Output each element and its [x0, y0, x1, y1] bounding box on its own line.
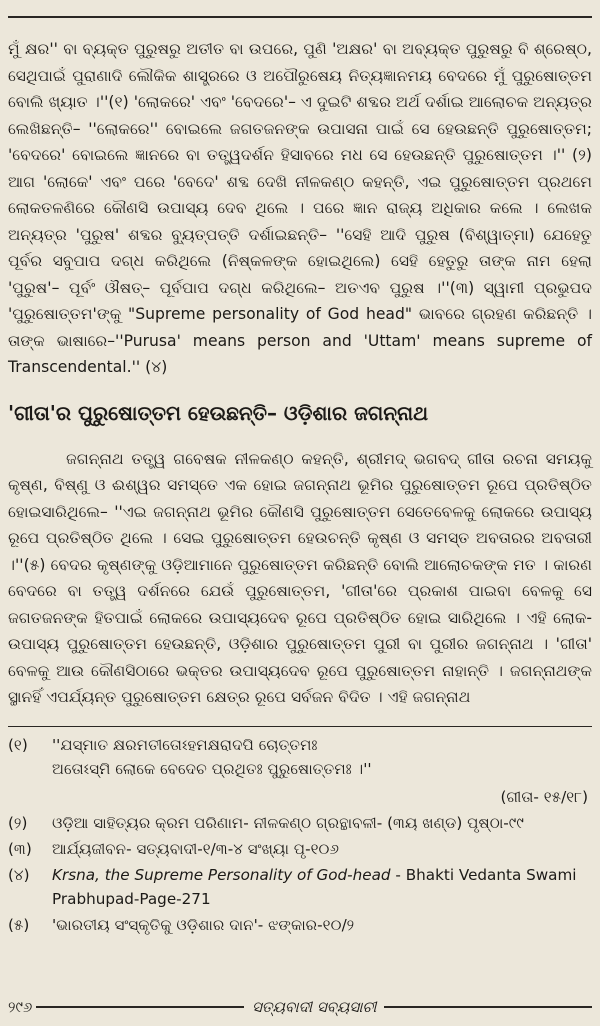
- footnote-number: (୫): [8, 916, 30, 935]
- page-number: ୨୯୬: [8, 998, 33, 1016]
- footer-rule-right: [384, 1006, 592, 1008]
- footnote-text: ଆର୍ଯ୍ୟଜୀବନ- ସତ୍ୟବାଦୀ-୧/୩-୪ ସଂଖ୍ୟା ପୃ-୧୦୬: [52, 840, 340, 859]
- top-rule: [8, 16, 592, 18]
- verse-line-1: ''ଯସ୍ମାତ କ୍ଷରମତୀତୋଽହମକ୍ଷରାଦପି ଚୋତ୍ତମଃ: [52, 736, 318, 755]
- footnote-number: (୩): [8, 840, 32, 859]
- footnote-2: [8, 811, 592, 835]
- footer-rule-left: [36, 1006, 244, 1008]
- footnote-number: (୨): [8, 814, 28, 833]
- page-footer: [8, 998, 592, 1016]
- body-paragraph: ମୁଁ କ୍ଷର'' ବା ବ୍ୟକ୍ତ ପୁରୁଷରୁ ଅତୀତ ବା ଉପରେ, ପୁଣି 'ଅକ୍ଷର' ବା ଅବ୍ୟକ୍ତ ପୁରୁଷରୁ ବି ଶ୍ରେଷ୍ଠ, ସେଥିପାଇଁ ପୁରାଣାଦି ଲୌକିକ ଶାସ୍ତ୍ରରେ ଓ ଅପୌରୁଷେୟ ନିତ୍ୟଜ୍ଞାନମୟ ବେଦରେ ମୁଁ ପୁରୁଷୋତ୍ତମ ବୋଲି ଖ୍ୟାତ ।''(୧) 'ଲୋକରେ' ଏବଂ 'ବେଦରେ'– ଏ ଦୁଇଟି ଶବ୍ଦର ଅର୍ଥ ଦର୍ଶାଇ ଆଲୋଚକ ଅନ୍ୟତ୍ର ଲେଖିଛନ୍ତି– ''ଲୋକରେ'' ବୋଇଲେ ଜଗତଜନଙ୍କ ଉପାସନା ପାଇଁ ସେ ହେଉଛନ୍ତି ପୁରୁଷୋତ୍ତମ; 'ବେଦରେ' ବୋଇଲେ ଜ୍ଞାନରେ ବା ତତ୍ତ୍ୱଦର୍ଶନ ହିସାବରେ ମଧ ସେ ହେଉଛନ୍ତି ପୁରୁଷୋତ୍ତମ ।'' (୨) ଆଗ 'ଲୋକେ' ଏବଂ ପରେ 'ବେଦେ' ଶବ୍ଦ ଦେଖି ନୀଳକଣ୍ଠ କହନ୍ତି, ଏଇ ପୁରୁଷୋତ୍ତମ ପ୍ରଥମେ ଲୋକତଳଣିରେ କୌଣସି ଉପାସ୍ୟ ଦେବ ଥିଲେ । ପରେ ଜ୍ଞାନ ରାଜ୍ୟ ଅଧିକାର କଲେ । ଲେଖକ ଅନ୍ୟତ୍ର 'ପୁରୁଷ' ଶବ୍ଦର ବ୍ୟୁତ୍ପତ୍ତି ଦର୍ଶାଇଛନ୍ତି– ''ସେହି ଆଦି ପୁରୁଷ (ବିଶ୍ୱାତ୍ମା) ଯେହେତୁ ପୂର୍ବର ସବୁପାପ ଦଗ୍ଧ କରିଥିଲେ (ନିଷ୍କଳଙ୍କ ହୋଇଥିଲେ) ସେହି ହେତୁରୁ ତାଙ୍କ ନାମ ହେଲା 'ପୁରୁଷ'– ପୂର୍ବଂ ଔଷତ୍– ପୂର୍ବପାପ ଦଗ୍ଧ କରିଥିଲେ– ଅତଏବ ପୁରୁଷ ।''(୩) ସ୍ୱାମୀ ପ୍ରଭୁପଦ 'ପୁରୁଷୋତ୍ତମ'ଙ୍କୁ "Supreme personality of God head" ଭାବରେ ଗ୍ରହଣ କରିଛନ୍ତି । ତାଙ୍କ ଭାଷାରେ–''Purusa' means person and 'Uttam' means supreme of Transcendental.'' (୪): [8, 40, 592, 376]
- footnote-5: [8, 913, 592, 937]
- footnote-text: 'ଭାରତୀୟ ସଂସ୍କୃତିକୁ ଓଡ଼ିଶାର ଦାନ'- ଝଙ୍କାର-୧୦/୨: [52, 916, 355, 935]
- verse-line-2: ଅତୋଽସ୍ମି ଲୋକେ ବେଦେଚ ପ୍ରଥିତଃ ପୁରୁଷୋତ୍ତମଃ ।'': [52, 760, 372, 779]
- footnote-3: [8, 837, 592, 861]
- footnote-number: (୪): [8, 866, 30, 885]
- footnote-text: ଓଡ଼ିଆ ସାହିତ୍ୟର କ୍ରମ ପରିଣାମ- ନୀଳକଣ୍ଠ ଗ୍ରନ୍ଥାବଳୀ- (୩ୟ ଖଣ୍ଡ) ପୃଷ୍ଠା-୯୯: [52, 814, 524, 833]
- verse-reference: (ଗୀତା- ୧୫/୧୮): [500, 788, 588, 807]
- footnote-1: [8, 733, 592, 809]
- footnotes: [8, 733, 592, 937]
- footnote-divider: [8, 726, 592, 727]
- section-paragraph: ଜଗନ୍ନାଥ ତତ୍ତ୍ୱ ଗବେଷକ ନୀଳକଣ୍ଠ କହନ୍ତି, ଶ୍ରୀମଦ୍ ଭଗବଦ୍ ଗୀତା ରଚନା ସମୟକୁ କୃଷ୍ଣ, ବିଷ୍ଣୁ ଓ ଈଶ୍ୱର ସମସ୍ତେ ଏକ ହୋଇ ଜଗନ୍ନାଥ ଭୂମିର ପୁରୁଷୋତ୍ତମ ରୂପେ ପ୍ରତିଷ୍ଠିତ ହୋଇସାରିଥିଲେ– ''ଏଇ ଜଗନ୍ନାଥ ଭୂମିର କୌଣସି ପୁରୁଷୋତ୍ତମ ସେତେବେଳକୁ ଲୋକରେ ଉପାସ୍ୟ ରୂପେ ପ୍ରତିଷ୍ଠିତ ଥିଲେ । ସେଇ ପୁରୁଷୋତ୍ତମ ହେଉଚନ୍ତି କୃଷ୍ଣ ଓ ସମସ୍ତ ଅବତାରର ଅବତାରୀ ।''(୫) ବେଦର କୃଷ୍ଣଙ୍କୁ ଓଡ଼ିଆମାନେ ପୁରୁଷୋତ୍ତମ କରିଛନ୍ତି ବୋଲି ଆଲୋଚକଙ୍କ ମତ । କାରଣ ବେଦରେ ବା ତତ୍ତ୍ୱ ଦର୍ଶନରେ ଯେଉଁ ପୁରୁଷୋତ୍ତମ, 'ଗୀତା'ରେ ପ୍ରକାଶ ପାଇବା ବେଳକୁ ସେ ଜଗତଜନଙ୍କ ହିତପାଇଁ ଲୋକରେ ଉପାସ୍ୟଦେବ ରୂପେ ପ୍ରତିଷ୍ଠିତ ହୋଇ ସାରିଥିଲେ । ଏହି ଲୋକ-ଉପାସ୍ୟ ପୁରୁଷୋତ୍ତମ ହେଉଛନ୍ତି, ଓଡ଼ିଶାର ପୁରୁଷୋତ୍ତମ ପୁରୀ ବା ପୁରୀର ଜଗନ୍ନାଥ । 'ଗୀତା' ବେଳକୁ ଆଉ କୌଣସିଠାରେ ଭକ୍ତର ଉପାସ୍ୟଦେବ ରୂପେ ପୁରୁଷୋତ୍ତମ ନାହାନ୍ତି । ଜଗନ୍ନାଥଙ୍କ ସ୍ଥାନହିଁ ଏପର୍ଯ୍ୟନ୍ତ ପୁରୁଷୋତ୍ତମ କ୍ଷେତ୍ର ରୂପେ ସର୍ବଜନ ବିଦିତ । ଏହି ଜଗନ୍ନାଥ: [8, 449, 592, 707]
- footnote-4: [8, 863, 592, 911]
- section-heading: 'ଗୀତା'ର ପୁରୁଷୋତ୍ତମ ହେଉଛନ୍ତି– ଓଡ଼ିଶାର ଜଗନ୍ନାଥ: [8, 401, 429, 426]
- footnote-number: (୧): [8, 736, 28, 755]
- book-title-footer: ସତ୍ୟବାଦୀ ସବ୍ୟସାଚୀ: [251, 998, 377, 1016]
- book-title: Krsna, the Supreme Personality of God-head: [52, 866, 391, 885]
- footnote-text: - Bhakti Vedanta Swami Prabhupad-Page-271: [52, 866, 577, 909]
